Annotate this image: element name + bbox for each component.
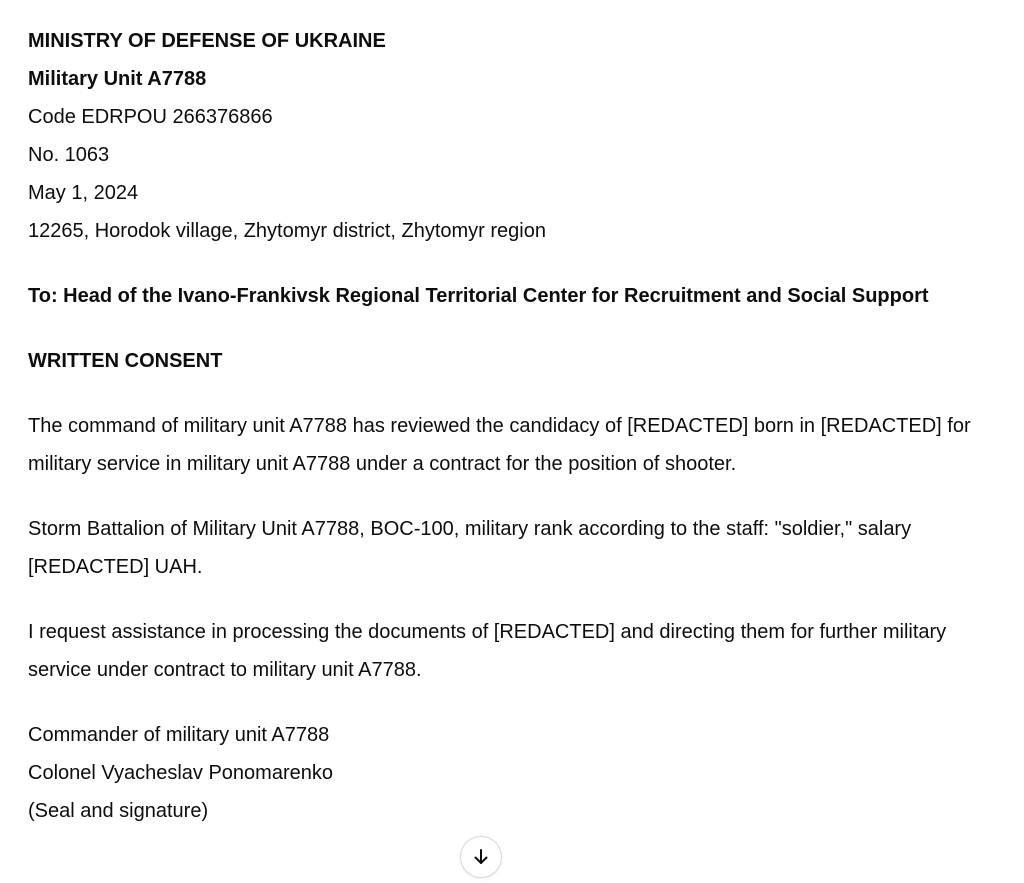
- arrow-down-icon: [472, 848, 490, 866]
- signer-position: Commander of military unit A7788: [28, 724, 330, 746]
- signer-name: Colonel Vyacheslav Ponomarenko: [28, 762, 333, 784]
- paragraph-request: I request assistance in processing the documents of [REDACTED] and directing them for further military service under contract to military unit A7788.: [28, 621, 947, 681]
- document-title: WRITTEN CONSENT: [28, 350, 223, 372]
- document-date: May 1, 2024: [28, 182, 139, 204]
- seal-note: (Seal and signature): [28, 800, 209, 822]
- header-block: [28, 22, 998, 250]
- paragraph-candidacy: The command of military unit A7788 has reviewed the candidacy of [REDACTED] born in [REDACTED] for military service in military unit A7788 under a contract for the position of shooter.: [28, 415, 971, 475]
- recipient-line: To: Head of the Ivano-Frankivsk Regional Territorial Center for Recruitment and Social Support: [28, 285, 929, 307]
- unit-address: 12265, Horodok village, Zhytomyr district, Zhytomyr region: [28, 220, 546, 242]
- document-number: No. 1063: [28, 144, 110, 166]
- document-body: [28, 22, 998, 830]
- unit-name: Military Unit A7788: [28, 68, 207, 90]
- paragraph-position: Storm Battalion of Military Unit A7788, BOC-100, military rank according to the staff: "soldier," salary [REDACTED] UAH.: [28, 518, 912, 578]
- scroll-down-button[interactable]: [460, 836, 502, 878]
- signature-block: [28, 716, 998, 830]
- edrpou-code: Code EDRPOU 266376866: [28, 106, 273, 128]
- ministry-name: MINISTRY OF DEFENSE OF UKRAINE: [28, 30, 386, 52]
